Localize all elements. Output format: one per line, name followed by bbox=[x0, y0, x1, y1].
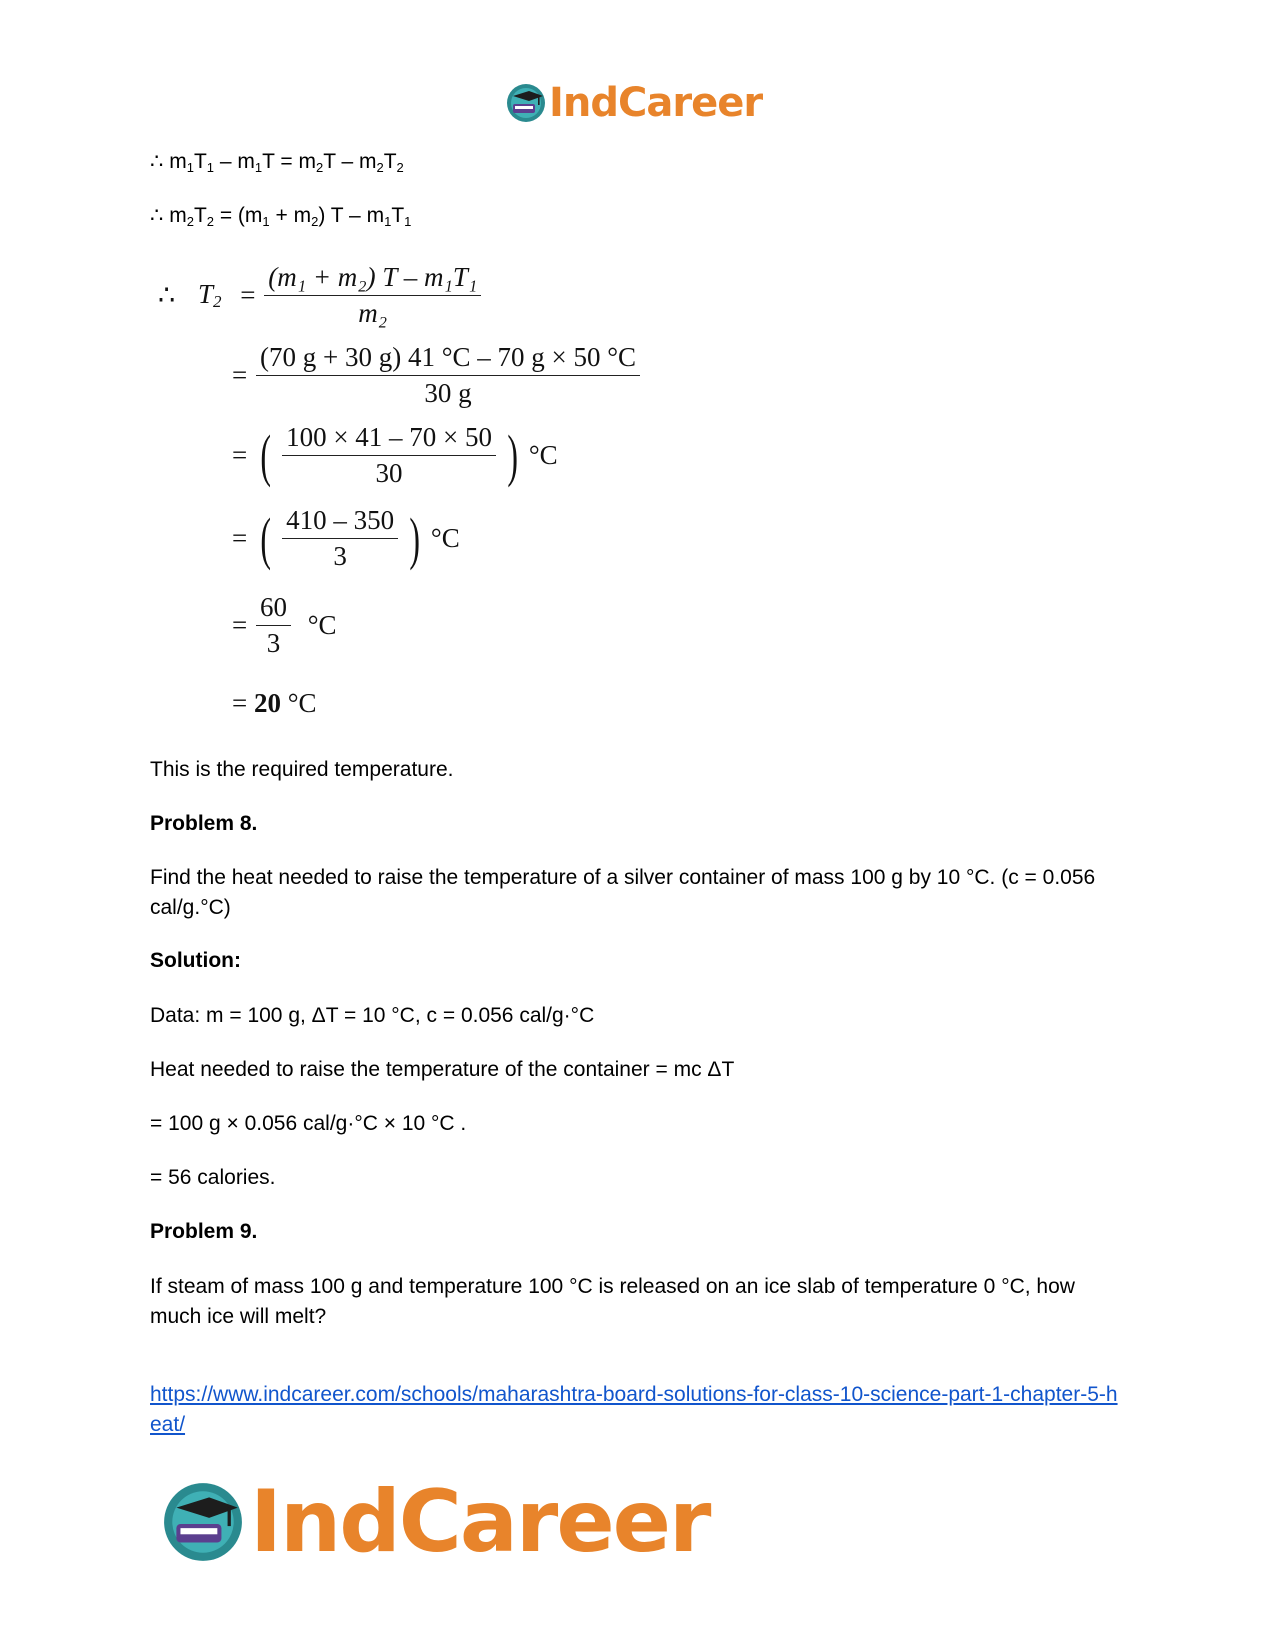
math-step-5 bbox=[232, 592, 339, 659]
unit-label: °C bbox=[307, 610, 337, 640]
math-step-3 bbox=[232, 422, 560, 489]
unit-label: °C bbox=[528, 440, 558, 470]
problem-8-heading: Problem 8. bbox=[150, 812, 258, 835]
t2-subscript: 2 bbox=[212, 292, 222, 311]
math-step-6 bbox=[232, 688, 317, 719]
equals-sign: = bbox=[232, 610, 248, 640]
fraction-denominator: 3 bbox=[333, 541, 347, 571]
fraction-numerator: 410 – 350 bbox=[282, 505, 398, 539]
fraction-step-3 bbox=[282, 422, 496, 489]
problem-9-text: If steam of mass 100 g and temperature 100 °C is released on an ice slab of temperature 0 °C, how much ice will melt? bbox=[150, 1275, 1075, 1328]
math-step-2 bbox=[232, 342, 640, 409]
unit-label: °C bbox=[430, 523, 460, 553]
fraction-numerator: 60 bbox=[256, 592, 291, 626]
result-value: 20 bbox=[253, 688, 281, 718]
solution-heading: Solution: bbox=[150, 949, 241, 972]
logo-text: IndCareer bbox=[549, 80, 763, 126]
math-step-4 bbox=[232, 505, 462, 572]
logo-emblem-icon bbox=[505, 82, 547, 124]
fraction-numerator: (70 g + 30 g) 41 °C – 70 g × 50 °C bbox=[256, 342, 640, 376]
fraction-denominator: m₂ bbox=[358, 298, 388, 328]
t2-letter: T bbox=[197, 279, 213, 309]
equals-sign: = bbox=[232, 688, 248, 718]
logo-emblem-icon bbox=[160, 1479, 246, 1565]
calculation-line: = 100 g × 0.056 cal/g·°C × 10 °C . bbox=[150, 1112, 467, 1135]
unit-label: °C bbox=[287, 688, 317, 718]
equation-line-1: ∴ $m_1T_1 - m_1T = m_2T - m_2T_2$ bbox=[150, 150, 404, 175]
fraction-step-2 bbox=[256, 342, 640, 409]
fraction-denominator: 3 bbox=[266, 628, 281, 658]
fraction-numerator: 100 × 41 – 70 × 50 bbox=[282, 422, 496, 456]
t2-symbol bbox=[198, 279, 222, 312]
logo-text: IndCareer bbox=[250, 1472, 710, 1572]
footer-logo bbox=[160, 1472, 709, 1572]
header-logo bbox=[505, 80, 762, 126]
equals-sign: = bbox=[232, 440, 248, 470]
open-paren: ( bbox=[260, 505, 271, 571]
equation-line-2: ∴ $m_2T_2 = (m_1 + m_2)$ T – $m_1T_1$ bbox=[150, 204, 412, 229]
open-paren: ( bbox=[260, 422, 271, 488]
result-line: = 56 calories. bbox=[150, 1166, 276, 1189]
data-line: Data: m = 100 g, ΔT = 10 °C, c = 0.056 cal/g·°C bbox=[150, 1004, 595, 1027]
fraction-step-1 bbox=[264, 262, 481, 329]
source-link[interactable]: https://www.indcareer.com/schools/maharashtra-board-solutions-for-class-10-science-part-1-chapter-5-heat/ bbox=[150, 1383, 1118, 1436]
problem-8-text: Find the heat needed to raise the temperature of a silver container of mass 100 g by 10 °C. (c = 0.056 cal/g.°C) bbox=[150, 866, 1096, 919]
equals-sign: = bbox=[232, 360, 248, 390]
fraction-step-4 bbox=[282, 505, 398, 572]
close-paren: ) bbox=[409, 505, 420, 571]
fraction-denominator: 30 bbox=[375, 458, 403, 488]
heat-formula-line: Heat needed to raise the temperature of the container = mc ΔT bbox=[150, 1058, 735, 1081]
therefore-symbol: ∴ bbox=[158, 280, 176, 310]
math-step-1 bbox=[158, 262, 481, 329]
equals-sign: = bbox=[240, 280, 256, 310]
fraction-step-5 bbox=[256, 592, 291, 659]
equals-sign: = bbox=[232, 523, 248, 553]
close-paren: ) bbox=[507, 422, 518, 488]
fraction-numerator: (m₁ + m₂) T – m₁T₁ bbox=[264, 262, 481, 296]
problem-9-heading: Problem 9. bbox=[150, 1220, 258, 1243]
fraction-denominator: 30 g bbox=[424, 378, 472, 408]
paragraph-required-temp: This is the required temperature. bbox=[150, 758, 454, 781]
